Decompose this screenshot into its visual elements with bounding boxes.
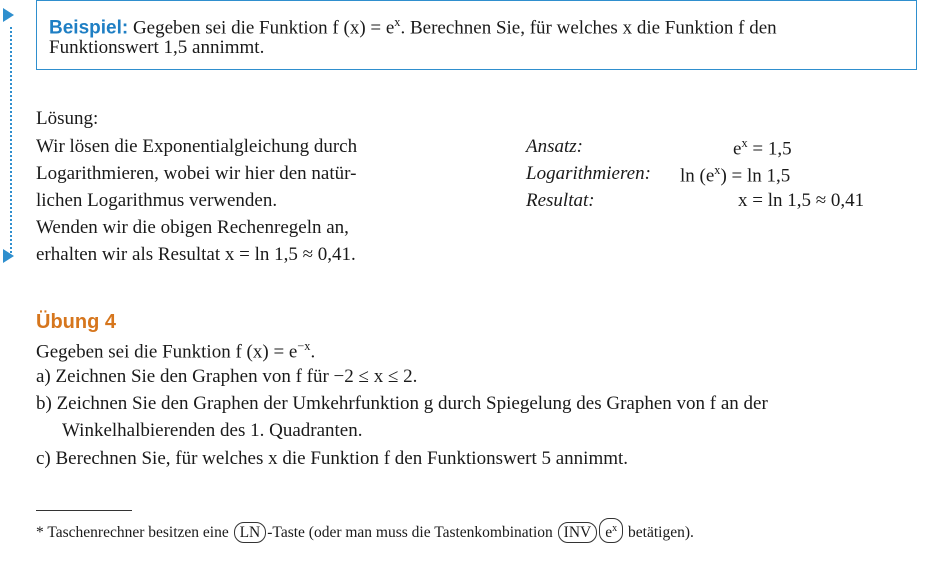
exercise-item-c: c) Berechnen Sie, für welches x die Funktion f den Funktionswert 5 annimmt. [36, 448, 629, 469]
step-label-logarithmieren: Logarithmieren: [526, 163, 651, 184]
exercise-item-a: a) Zeichnen Sie den Graphen von f für −2 ≤ x ≤ 2. [36, 366, 418, 387]
solution-line: Wenden wir die obigen Rechenregeln an, [36, 217, 349, 238]
exercise-item-b: b) Zeichnen Sie den Graphen der Umkehrfunktion g durch Spiegelung des Graphen von f an der [36, 393, 768, 414]
dotted-margin-line [10, 27, 12, 253]
solution-line: lichen Logarithmus verwenden. [36, 190, 278, 211]
step-formula-logarithmieren: $\ln (e^x) = \ln 1,5$ [680, 163, 791, 187]
solution-line: erhalten wir als Resultat x = ln 1,5 ≈ 0,41. [36, 244, 356, 265]
example-marker-icon [3, 8, 14, 22]
step-label-ansatz: Ansatz: [526, 136, 583, 157]
exercise-item-b-cont: Winkelhalbierenden des 1. Quadranten. [62, 420, 363, 441]
example-line-2: Funktionswert 1,5 annimmt. [49, 37, 265, 58]
example-end-marker-icon [3, 249, 14, 263]
footnote: * Taschenrechner besitzen eine LN -Taste (oder man muss die Tastenkombination INV $e^x$ betätigen). [36, 518, 694, 543]
ln-key-icon: LN [234, 522, 267, 543]
example-box [36, 0, 917, 70]
exercise-title: Übung 4 [36, 311, 116, 333]
exp-key-icon: $e^x$ [599, 518, 623, 543]
exercise-intro: Gegeben sei die Funktion f $(x) = e^{-x}$. [36, 339, 316, 363]
example-line-1: Beispiel: Gegeben sei die Funktion f $(x) = e^x$. Berechnen Sie, für welches x die Funktion f den [49, 15, 777, 39]
example-label: Beispiel: [49, 17, 129, 39]
inv-key-icon: INV [558, 522, 598, 543]
step-label-resultat: Resultat: [526, 190, 595, 211]
step-formula-resultat: x = ln 1,5 ≈ 0,41 [738, 190, 865, 211]
step-formula-ansatz: $e^x = 1,5$ [733, 136, 792, 160]
footnote-rule [36, 510, 132, 511]
solution-line: Logarithmieren, wobei wir hier den natür- [36, 163, 357, 184]
solution-heading: Lösung: [36, 108, 99, 129]
solution-line: Wir lösen die Exponentialgleichung durch [36, 136, 358, 157]
